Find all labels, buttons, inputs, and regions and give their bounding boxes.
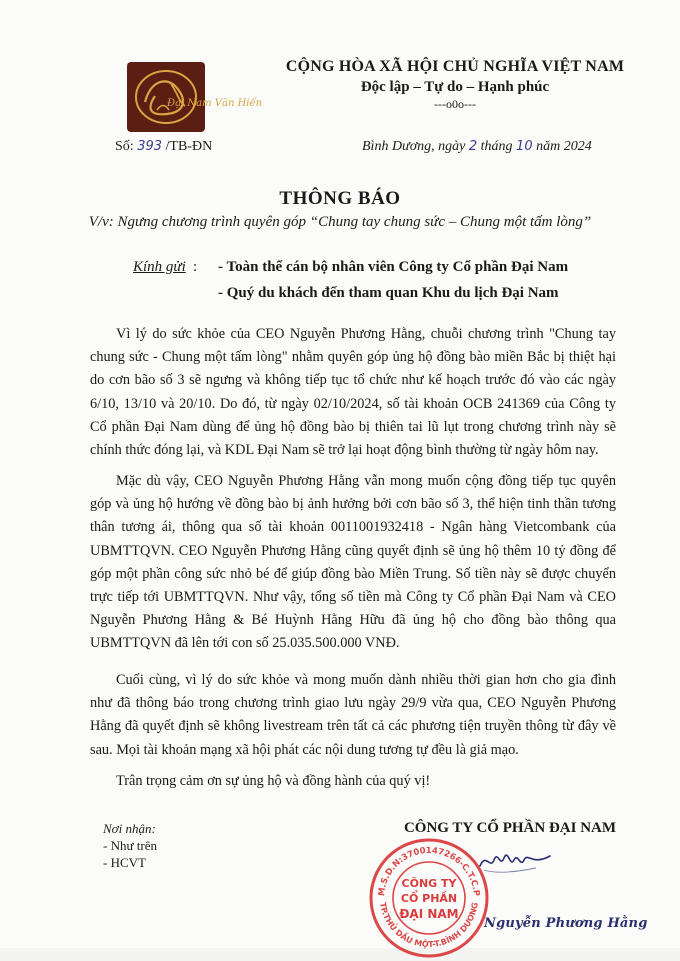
header-separator: ---o0o---: [434, 97, 476, 111]
company-logo: [127, 62, 263, 132]
national-title: CỘNG HÒA XÃ HỘI CHỦ NGHĨA VIỆT NAM: [285, 58, 625, 75]
signing-company: CÔNG TY CỔ PHẦN ĐẠI NAM: [403, 820, 617, 836]
recipient-item: - Quý du khách đến tham quan Khu du lịch Đại Nam: [218, 285, 559, 301]
closing-paragraph: Trân trọng cảm ơn sự ủng hộ và đồng hành của quý vị!: [116, 773, 431, 789]
place-prefix: Bình Dương, ngày: [362, 139, 469, 154]
seal-ring-top: M.S.D.N:3700147266-C.T.C.P: [376, 845, 482, 897]
month-label: tháng: [477, 139, 517, 154]
company-seal-icon: [366, 835, 492, 961]
body-paragraph: Mặc dù vậy, CEO Nguyễn Phương Hằng vẫn mong muốn cộng đồng tiếp tục quyên góp và ủng hộ hướng về đồng bào bị ảnh hưởng bởi cơn bão số 3, thể hiện tinh thần tương thân tương ái, thông qua số tài khoản 0011001932418 - Ngân hàng Vietcombank của UBMTTQVN. CEO Nguyễn Phương Hằng cũng quyết định sẽ ủng hộ thêm 10 tỷ đồng để góp một phần công sức nhỏ bé để giúp đồng bào Miền Trung. Số tiền này sẽ được chuyển trực tiếp tới UBMTTQVN. Như vậy, tổng số tiền mà Công ty Cổ phần Đại Nam và CEO Nguyễn Phương Hằng & Bé Huỳnh Hằng Hữu đã ủng hộ cho đồng bào thông qua UBMTTQVN đã lên tới con số 25.035.500.000 VNĐ.: [90, 473, 616, 652]
seal-ring-bottom: TP.THỦ DẦU MỘT-T.BÌNH DƯƠNG: [378, 901, 480, 950]
logo-text: Đại Nam Văn Hiến: [167, 98, 263, 109]
logo-mark-icon: [127, 62, 263, 132]
body-paragraph: Cuối cùng, vì lý do sức khỏe và mong muốn dành nhiều thời gian hơn cho gia đình như đã thông báo trong chương trình giao lưu ngày 29/9 vừa qua, CEO Nguyễn Phương Hằng đã quyết định sẽ không livestream trên tất cả các phương tiện truyền thông từ đây về sau. Mọi tài khoản mạng xã hội phát các nội dung tương tự đều là giả mạo.: [90, 672, 616, 758]
signer-name: Nguyễn Phương Hằng: [484, 916, 648, 931]
recipient-item: - Toàn thể cán bộ nhân viên Công ty Cổ phần Đại Nam: [218, 259, 569, 275]
receiver-item: - HCVT: [103, 855, 146, 870]
month-handwritten: 10: [516, 139, 533, 154]
document-number-handwritten: 393: [137, 139, 163, 154]
document-number-suffix: /TB-ĐN: [162, 139, 213, 154]
handwritten-signature-icon: [476, 840, 556, 880]
document-subject: V/v: Ngưng chương trình quyên góp “Chung tay chung sức – Chung một tấm lòng”: [88, 214, 592, 230]
document-number-prefix: Số:: [115, 139, 138, 154]
document-number: [115, 139, 212, 155]
day-handwritten: 2: [468, 139, 478, 154]
body-paragraph: Vì lý do sức khỏe của CEO Nguyễn Phương Hằng, chuỗi chương trình "Chung tay chung sức - Chung một tấm lòng" nhằm quyên góp ủng hộ đồng bào miền Bắc bị thiệt hại do cơn bão số 3 sẽ ngưng và không tiếp tục tổ chức như kế hoạch trước đó vào các ngày 6/10, 13/10 và 20/10. Do đó, từ ngày 02/10/2024, số tài khoản OCB 241369 của Công ty Cổ phần Đại Nam dùng để ủng hộ đồng bào bị thiên tai lũ lụt trong chương trình này sẽ chính thức đóng lại, và KDL Đại Nam sẽ trở lại hoạt động bình thường từ ngày hôm nay.: [90, 326, 616, 459]
receiver-item: - Như trên: [103, 838, 157, 853]
year-label: năm 2024: [532, 139, 592, 154]
place-date: [362, 139, 592, 155]
seal-center-line: CÔNG TY: [401, 877, 457, 890]
recipients-colon: :: [193, 259, 198, 275]
seal-center-line: CỔ PHẦN: [400, 892, 458, 905]
receivers-label: Nơi nhận:: [103, 821, 156, 836]
document-title: THÔNG BÁO: [279, 188, 401, 209]
national-motto: Độc lập – Tự do – Hạnh phúc: [360, 79, 550, 95]
recipients-label: Kính gửi: [133, 259, 186, 275]
seal-center-line: ĐẠI NAM: [399, 907, 459, 921]
